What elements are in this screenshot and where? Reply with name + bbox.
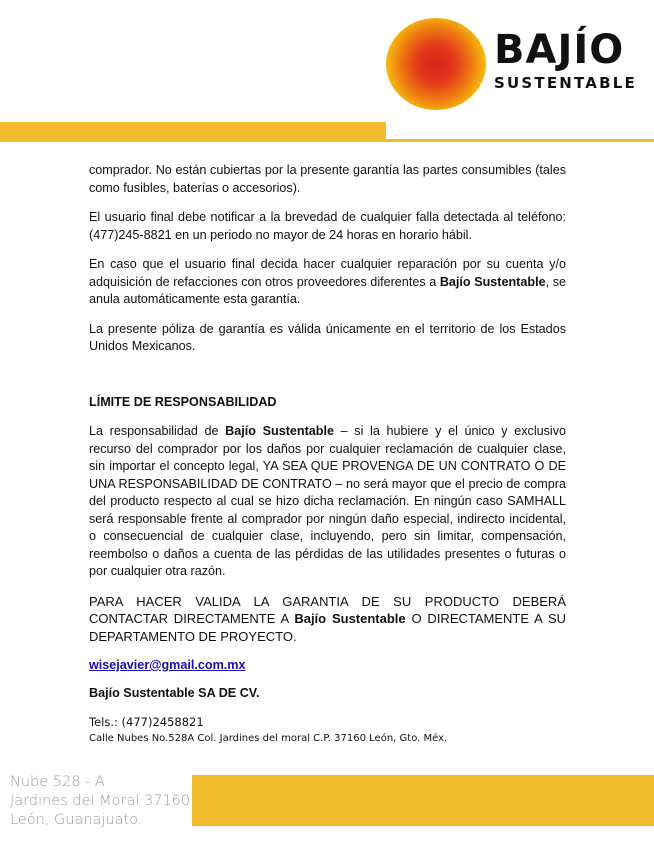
text: – si la hubiere y el único y exclusivo recurso del comprador por los daños por cualquier reclamación de cualquier clase, sin importar el concepto legal, YA SEA QUE PROVENGA DE UN CONTRATO O DE UNA RESPONSABILIDAD DE CONTRATO – no será mayor que el precio de compra del producto respecto al cual se hizo dicha reclamación. En ningún caso SAMHALL será responsable frente al comprador por ningún daño especial, indirecto incidental, o consecuencial de cualquier clase, incluyendo, pero sin limitar, compensación, reembolso o daños a cuenta de las pérdidas de las utilidades presentes o futuras o por cualquier otra razón. — [89, 424, 567, 578]
company-legal-name: Bajío Sustentable SA DE CV. — [89, 685, 260, 700]
header-accent-line — [386, 139, 654, 142]
text: En caso que el usuario final decida hacer cualquier reparación por su cuenta y/o adquisición de refacciones con otros proveedores diferentes a — [89, 257, 566, 289]
paragraph-repair — [89, 256, 566, 309]
company-name: Bajío Sustentable — [439, 274, 546, 289]
header-accent-bar — [0, 122, 386, 142]
section-heading: LÍMITE DE RESPONSABILIDAD — [89, 394, 277, 409]
text: , se anula automáticamente esta garantía. — [89, 274, 566, 306]
logo — [494, 27, 637, 92]
footer-line: León, Guanajuato. — [10, 812, 143, 828]
paragraph-notify: El usuario final debe notificar a la brevedad de cualquier falla detectada al teléfono: (477)245-8821 en un periodo no mayor de 24 horas en horario hábil. — [89, 210, 566, 242]
footer-line: Jardines del Moral 37160 — [10, 793, 191, 809]
address-line: Calle Nubes No.528A Col. Jardines del moral C.P. 37160 León, Gto. Méx. — [89, 732, 448, 744]
logo-title: BAJÍO — [494, 27, 625, 73]
paragraph-contact — [89, 593, 566, 646]
paragraph-consumables: comprador. No están cubiertas por la presente garantía las partes consumibles (tales como fusibles, baterías o accesorios). — [89, 163, 566, 195]
logo-subtitle: SUSTENTABLE — [494, 74, 637, 92]
footer-address — [10, 773, 190, 830]
paragraph-liability — [89, 423, 566, 581]
text: O DIRECTAMENTE A SU DEPARTAMENTO DE PROYECTO. — [89, 611, 567, 644]
company-name: Bajío Sustentable — [225, 424, 334, 438]
footer-accent-bar — [192, 775, 654, 826]
text: La responsabilidad de — [89, 424, 226, 438]
paragraph-territory: La presente póliza de garantía es válida únicamente en el territorio de los Estados Unidos Mexicanos. — [89, 321, 566, 353]
phone-line: Tels.: (477)2458821 — [89, 715, 204, 729]
company-name: Bajío Sustentable — [294, 611, 406, 626]
logo-circle — [386, 18, 486, 110]
email-link[interactable]: wisejavier@gmail.com.mx — [89, 658, 246, 672]
document-body — [89, 162, 566, 746]
text: PARA HACER VALIDA LA GARANTIA DE SU PRODUCTO DEBERÁ CONTACTAR DIRECTAMENTE A — [89, 593, 566, 626]
footer-line: Nube 528 - A — [10, 774, 105, 790]
